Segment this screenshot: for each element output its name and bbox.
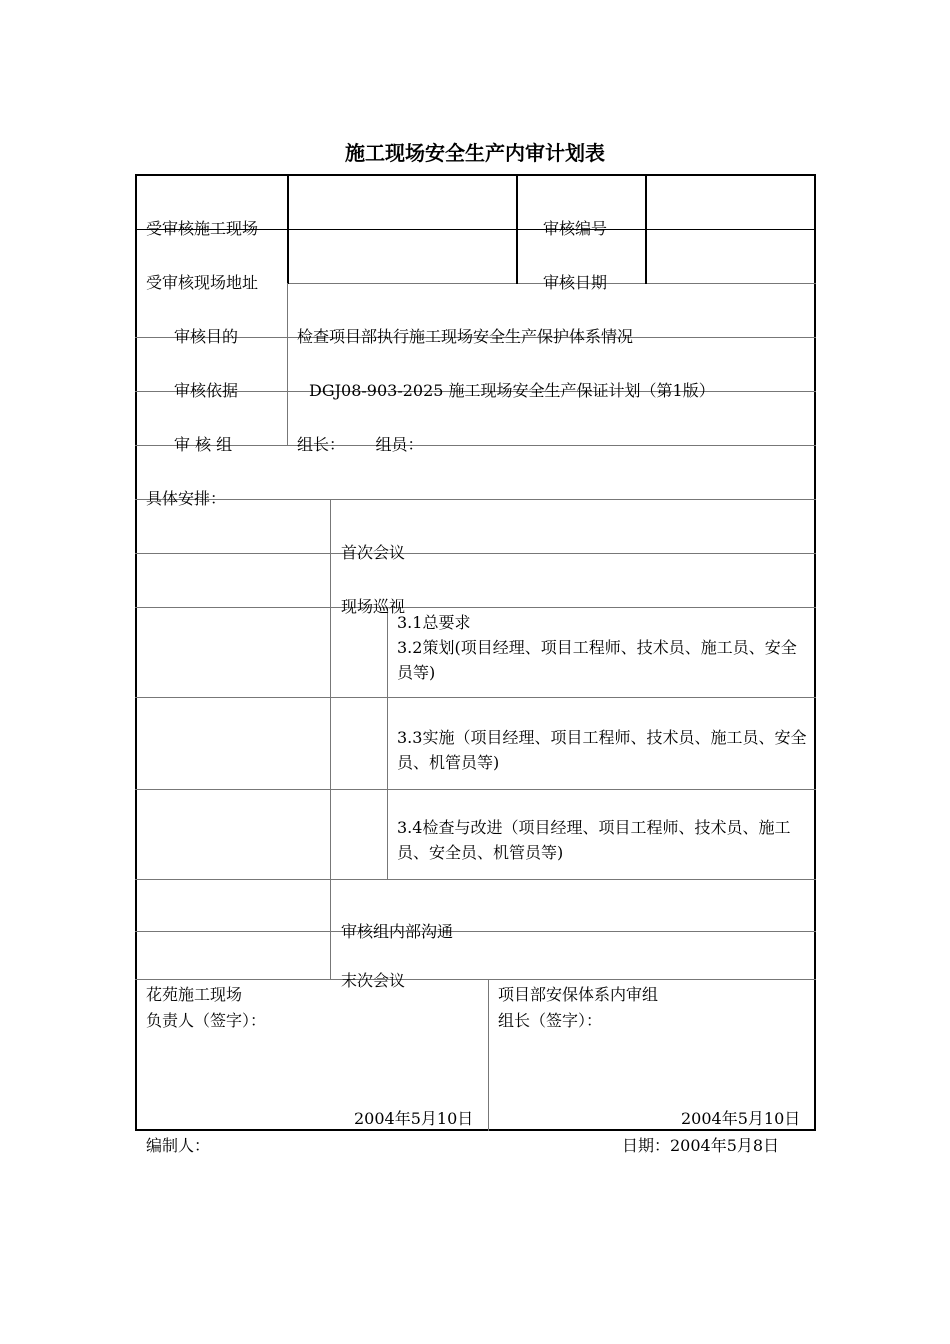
row-divider — [135, 789, 816, 790]
column-divider — [287, 283, 288, 446]
column-divider — [330, 499, 331, 980]
purpose-value: 检查项目部执行施工现场安全生产保护体系情况 — [297, 327, 634, 346]
team-label: 审 核 组 — [174, 435, 233, 454]
site-tour-cell — [341, 578, 641, 616]
column-divider — [287, 174, 289, 284]
audit-no-label-cell — [543, 200, 643, 238]
purpose-value-cell — [297, 308, 807, 346]
basis-value: DGJ08-903-2025 施工现场安全生产保证计划（第1版） — [309, 381, 715, 400]
basis-label: 审核依据 — [174, 381, 239, 400]
audited-site-label-cell — [146, 200, 284, 238]
audited-address-label: 受审核现场地址 — [146, 273, 259, 292]
site-tour: 现场巡视 — [341, 597, 406, 616]
row-divider — [135, 697, 816, 698]
audit-date-label: 审核日期 — [543, 273, 608, 292]
right-date: 2004年5月10日 — [681, 1109, 801, 1128]
left-role: 负责人（签字）： — [146, 1011, 267, 1030]
basis-value-cell — [309, 362, 809, 400]
prepared-by: 编制人： — [146, 1136, 211, 1155]
first-meeting: 首次会议 — [341, 543, 406, 562]
footer-date: 日期：2004年5月8日 — [622, 1136, 780, 1155]
schedule-item-line: 3.4检查与改进（项目经理、项目工程师、技术员、施工员、安全员、机管员等) — [397, 818, 791, 862]
arrangement-label: 具体安排： — [146, 489, 227, 508]
column-divider — [516, 174, 518, 284]
audit-no-label: 审核编号 — [543, 219, 608, 238]
column-divider — [387, 607, 388, 880]
page-title: 施工现场安全生产内审计划表 — [345, 141, 605, 165]
internal-comm-cell — [341, 904, 641, 941]
audit-date-label-cell — [543, 254, 643, 292]
team-value-cell — [297, 416, 697, 454]
column-divider — [488, 979, 489, 1131]
first-meeting-cell — [341, 524, 641, 562]
schedule-item-line: 3.2策划(项目经理、项目工程师、技术员、施工员、安全员等) — [397, 638, 797, 682]
last-meeting: 末次会议 — [341, 971, 406, 990]
right-org: 项目部安保体系内审组 — [498, 985, 659, 1004]
basis-label-cell — [174, 362, 284, 400]
right-role: 组长（签字）： — [498, 1011, 603, 1030]
row-divider — [135, 879, 816, 880]
arrangement-label-cell — [146, 470, 446, 508]
purpose-label-cell — [174, 308, 284, 346]
internal-comm: 审核组内部沟通 — [341, 922, 454, 941]
column-divider — [645, 174, 647, 284]
schedule-item-line: 3.1总要求 — [397, 613, 471, 632]
left-date: 2004年5月10日 — [354, 1109, 474, 1128]
purpose-label: 审核目的 — [174, 327, 239, 346]
left-org: 花苑施工现场 — [146, 985, 243, 1004]
audited-site-label: 受审核施工现场 — [146, 219, 259, 238]
team-label-cell — [174, 416, 284, 454]
team-value: 组长： 组员： — [297, 435, 424, 454]
audited-address-label-cell — [146, 254, 284, 292]
schedule-item-line: 3.3实施（项目经理、项目工程师、技术员、施工员、安全员、机管员等) — [397, 728, 807, 772]
last-meeting-cell — [341, 955, 641, 990]
